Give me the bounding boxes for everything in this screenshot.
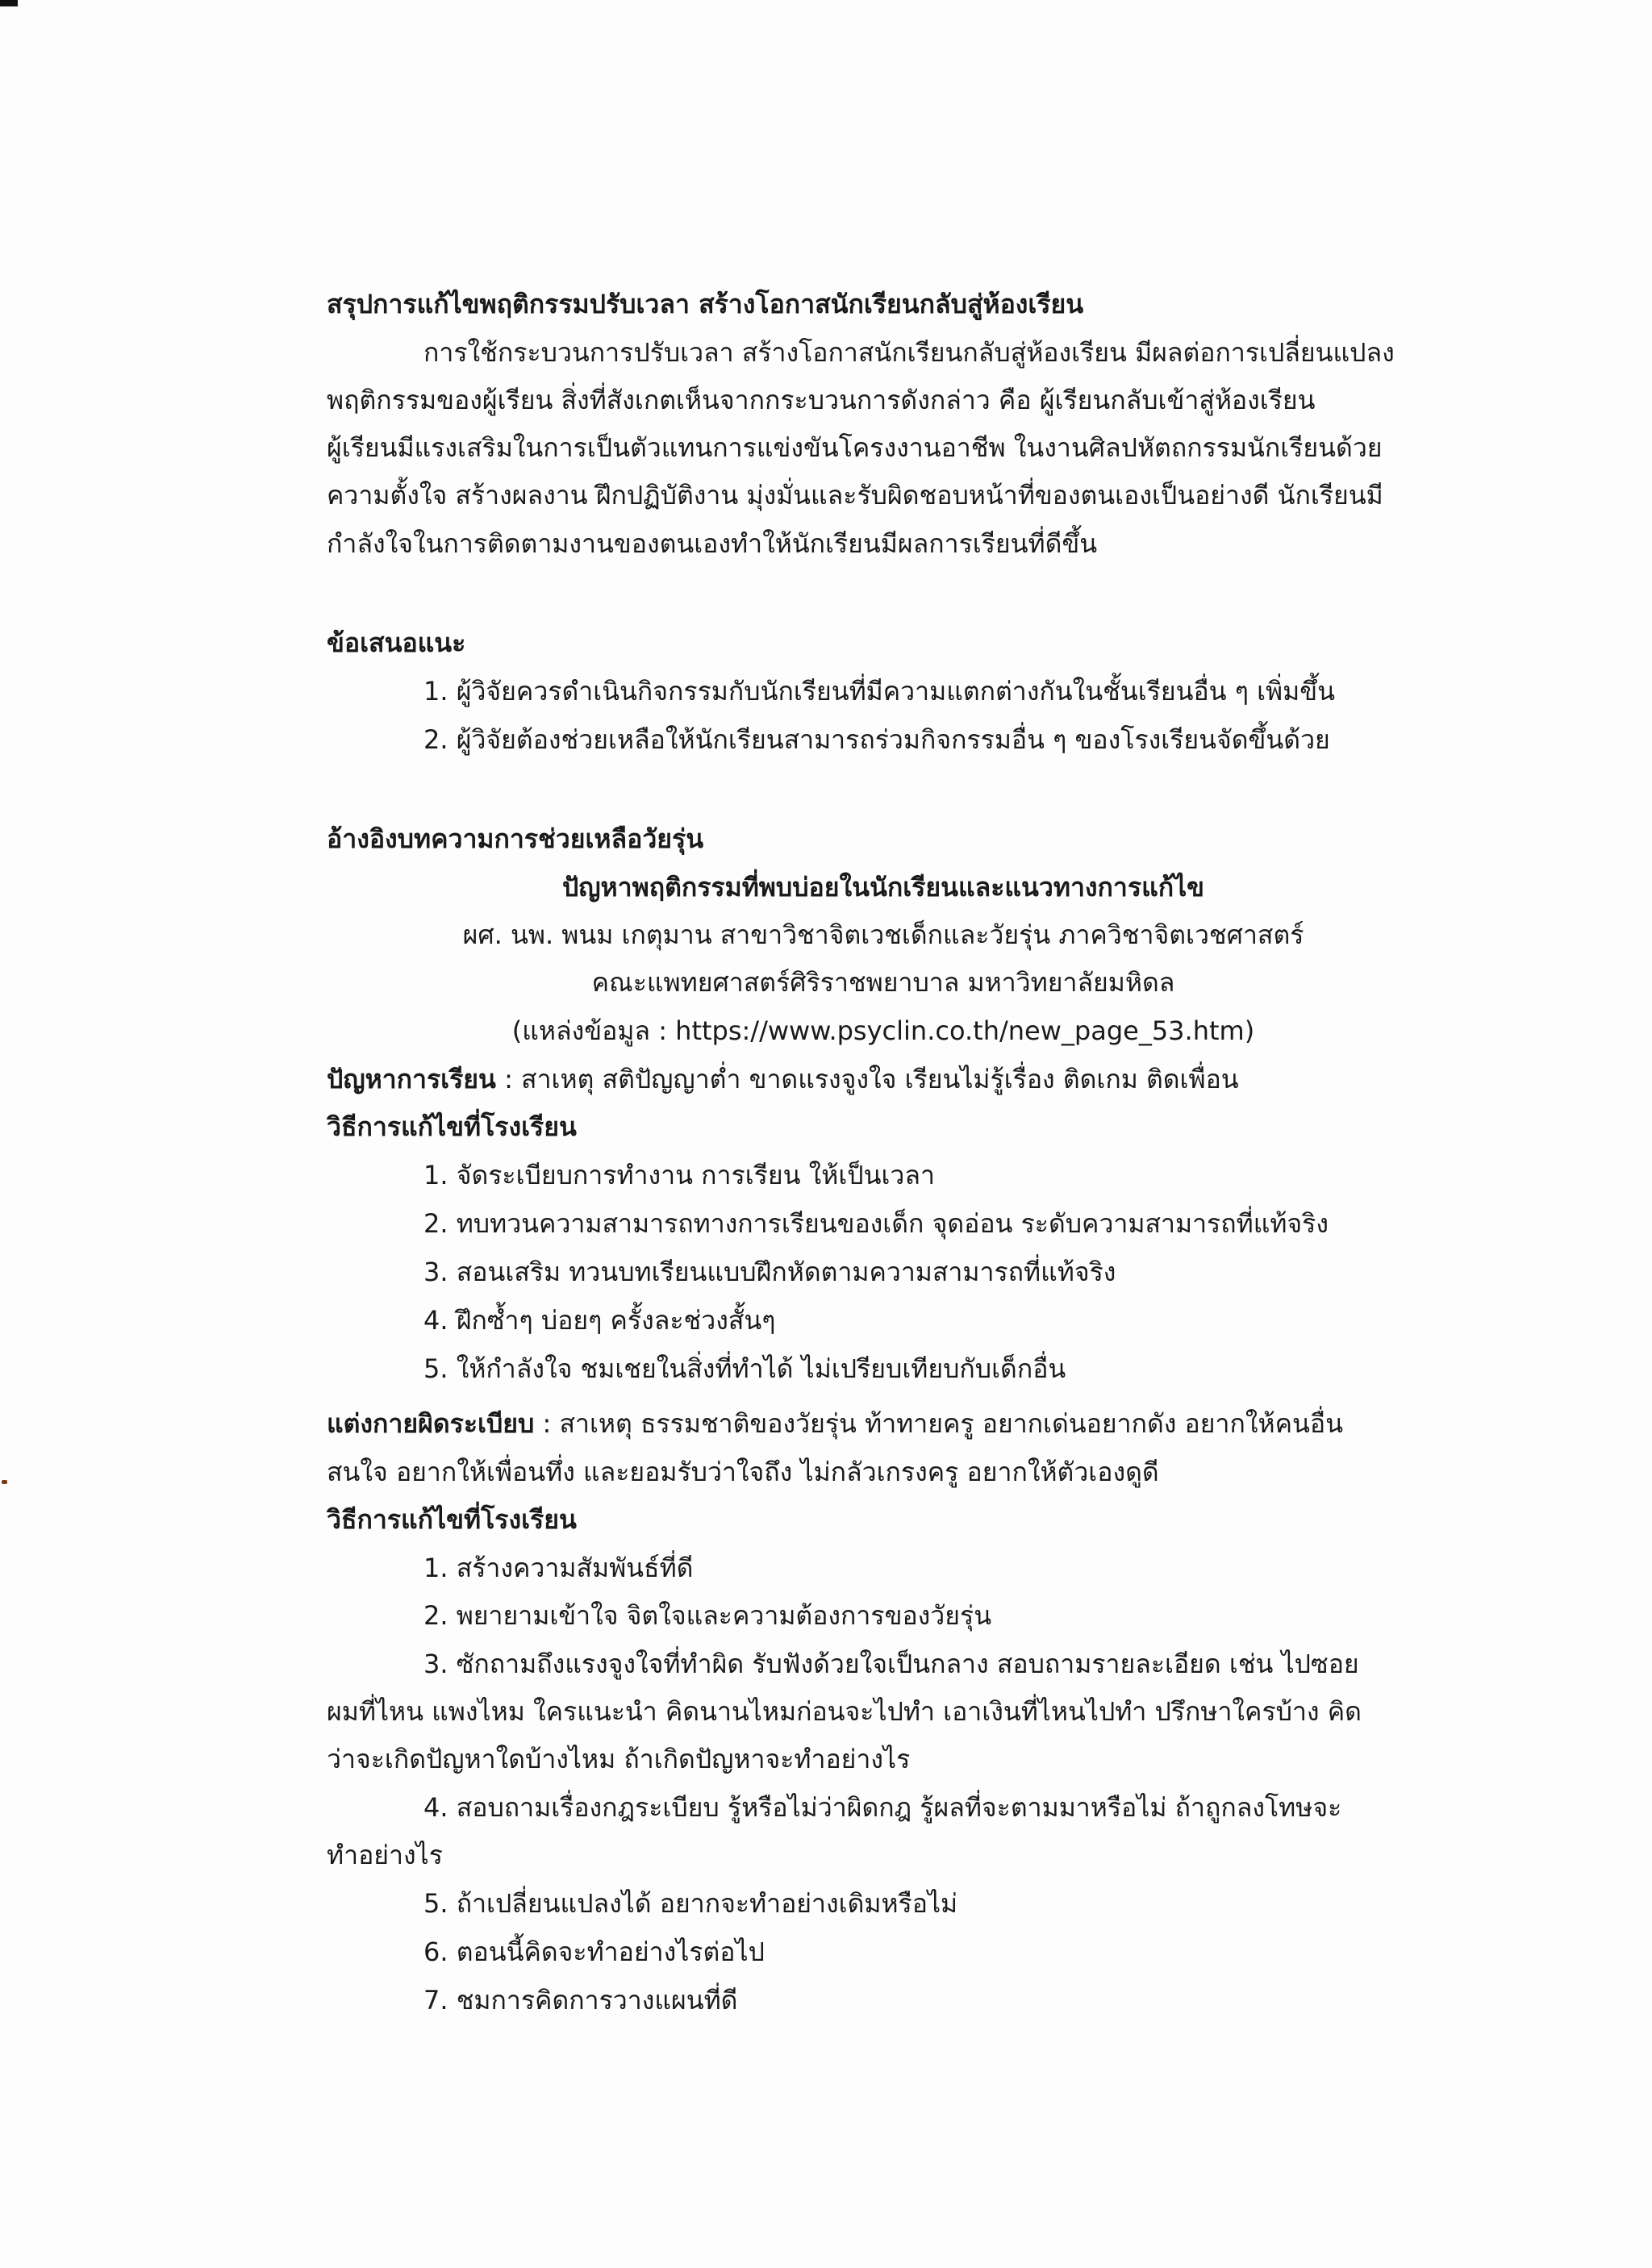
method-heading: วิธีการแก้ไขที่โรงเรียน — [327, 1504, 577, 1535]
list-item: 5. ให้กำลังใจ ชมเชยในสิ่งที่ทำได้ ไม่เปรียบเทียบกับเด็กอื่น — [423, 1353, 1066, 1384]
list-item: 2. พยายามเข้าใจ จิตใจและความต้องการของวัยรุ่น — [423, 1600, 992, 1631]
reference-author: ผศ. นพ. พนม เกตุมาน สาขาวิชาจิตเวชเด็กและวัยรุ่น ภาควิชาจิตเวชศาสตร์ — [462, 919, 1304, 950]
scan-mark — [0, 0, 18, 6]
learning-problems-text: : สาเหตุ สติปัญญาต่ำ ขาดแรงจูงใจ เรียนไม่รู้เรื่อง ติดเกม ติดเพื่อน — [495, 1064, 1239, 1094]
learning-problems-label: ปัญหาการเรียน — [327, 1064, 496, 1094]
reference-source: (แหล่งข้อมูล : https://www.psyclin.co.th/new_page_53.htm) — [511, 1015, 1255, 1046]
list-item: 4. ฝึกซ้ำๆ บ่อยๆ ครั้งละช่วงสั้นๆ — [423, 1305, 776, 1336]
list-item-cont: ว่าจะเกิดปัญหาใดบ้างไหม ถ้าเกิดปัญหาจะทำอย่างไร — [327, 1744, 911, 1774]
list-item: 1. สร้างความสัมพันธ์ที่ดี — [423, 1553, 694, 1583]
reference-faculty: คณะแพทยศาสตร์ศิริราชพยาบาล มหาวิทยาลัยมหิดล — [591, 967, 1175, 998]
summary-line: ผู้เรียนมีแรงเสริมในการเป็นตัวแทนการแข่งขันโครงงานอาชีพ ในงานศิลปหัตถกรรมนักเรียนด้วย — [327, 432, 1383, 463]
list-item: 7. ชมการคิดการวางแผนที่ดี — [423, 1985, 738, 2016]
summary-line: การใช้กระบวนการปรับเวลา สร้างโอกาสนักเรียนกลับสู่ห้องเรียน มีผลต่อการเปลี่ยนแปลง — [423, 337, 1395, 368]
list-item: 3. ซักถามถึงแรงจูงใจที่ทำผิด รับฟังด้วยใจเป็นกลาง สอบถามรายละเอียด เช่น ไปซอย — [423, 1649, 1359, 1679]
method-heading: วิธีการแก้ไขที่โรงเรียน — [327, 1111, 577, 1142]
dress-problems-text: : สาเหตุ ธรรมชาติของวัยรุ่น ท้าทายครู อยากเด่นอยากดัง อยากให้คนอื่น — [534, 1408, 1343, 1439]
list-item: 2. ทบทวนความสามารถทางการเรียนของเด็ก จุดอ่อน ระดับความสามารถที่แท้จริง — [423, 1208, 1329, 1239]
suggestion-item: 2. ผู้วิจัยต้องช่วยเหลือให้นักเรียนสามารถร่วมกิจกรรมอื่น ๆ ของโรงเรียนจัดขึ้นด้วย — [423, 724, 1330, 755]
dress-problems-label: แต่งกายผิดระเบียบ — [327, 1408, 535, 1439]
learning-problems-paragraph — [327, 1059, 1239, 1099]
list-item: 1. จัดระเบียบการทำงาน การเรียน ให้เป็นเวลา — [423, 1160, 935, 1190]
reference-heading: อ้างอิงบทความการช่วยเหลือวัยรุ่น — [327, 823, 704, 854]
list-item-cont: ทำอย่างไร — [327, 1840, 443, 1870]
summary-line: ความตั้งใจ สร้างผลงาน ฝึกปฏิบัติงาน มุ่งมั่นและรับผิดชอบหน้าที่ของตนเองเป็นอย่างดี นักเรียนมี — [327, 480, 1383, 511]
suggestion-item: 1. ผู้วิจัยควรดำเนินกิจกรรมกับนักเรียนที่มีความแตกต่างกันในชั้นเรียนอื่น ๆ เพิ่มขึ้น — [423, 676, 1335, 707]
summary-line: กำลังใจในการติดตามงานของตนเองทำให้นักเรียนมีผลการเรียนที่ดีขึ้น — [327, 528, 1098, 559]
list-item: 4. สอบถามเรื่องกฎระเบียบ รู้หรือไม่ว่าผิดกฎ รู้ผลที่จะตามมาหรือไม่ ถ้าถูกลงโทษจะ — [423, 1792, 1342, 1823]
list-item: 5. ถ้าเปลี่ยนแปลงได้ อยากจะทำอย่างเดิมหรือไม่ — [423, 1888, 958, 1919]
suggestions-heading: ข้อเสนอแนะ — [327, 627, 466, 658]
dress-problems-text-cont: สนใจ อยากให้เพื่อนทึ่ง และยอมรับว่าใจถึง ไม่กลัวเกรงครู อยากให้ตัวเองดูดี — [327, 1457, 1159, 1487]
list-item: 3. สอนเสริม ทวนบทเรียนแบบฝึกหัดตามความสามารถที่แท้จริง — [423, 1257, 1116, 1287]
list-item: 6. ตอนนี้คิดจะทำอย่างไรต่อไป — [423, 1937, 765, 1967]
list-item-cont: ผมที่ไหน แพงไหม ใครแนะนำ คิดนานไหมก่อนจะไปทำ เอาเงินที่ไหนไปทำ ปรึกษาใครบ้าง คิด — [327, 1696, 1362, 1727]
summary-line: พฤติกรรมของผู้เรียน สิ่งที่สังเกตเห็นจากกระบวนการดังกล่าว คือ ผู้เรียนกลับเข้าสู่ห้องเรียน — [327, 385, 1316, 415]
summary-heading: สรุปการแก้ไขพฤติกรรมปรับเวลา สร้างโอกาสนักเรียนกลับสู่ห้องเรียน — [327, 289, 1084, 319]
reference-title: ปัญหาพฤติกรรมที่พบบ่อยในนักเรียนและแนวทางการแก้ไข — [561, 872, 1205, 903]
dress-problems-paragraph — [327, 1403, 1343, 1444]
scan-speck — [2, 1480, 7, 1484]
